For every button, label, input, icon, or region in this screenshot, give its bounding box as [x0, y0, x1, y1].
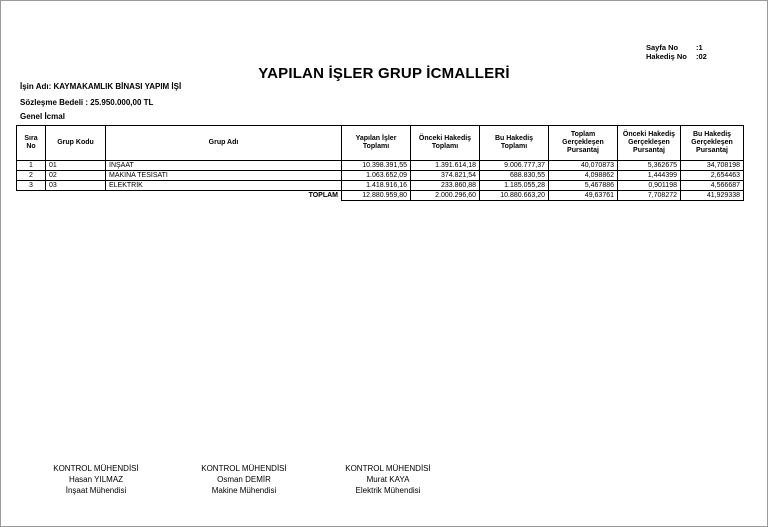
cell-onceki-pursantaj: 1,444399: [618, 171, 681, 181]
total-yapilan-isler: 12.880.959,80: [342, 191, 411, 201]
job-name: İşin Adı: KAYMAKAMLIK BİNASI YAPIM İŞİ: [20, 82, 182, 91]
col-header-bu-hakedis: Bu Hakediş Toplamı: [480, 126, 549, 161]
table-row: [17, 171, 744, 181]
col-header-yapilan-isler: Yapılan İşler Toplamı: [342, 126, 411, 161]
col-header-grup-adi: Grup Adı: [106, 126, 342, 161]
total-spacer: [46, 191, 106, 201]
col-header-onceki-pursantaj: Önceki Hakediş Gerçekleşen Pursantaj: [618, 126, 681, 161]
cell-bu-pursantaj: 4,566687: [681, 181, 744, 191]
signature-name: Murat KAYA: [366, 475, 410, 484]
col-header-toplam-pursantaj: Toplam Gerçekleşen Pursantaj: [549, 126, 618, 161]
table-row: [17, 181, 744, 191]
cell-onceki-hakedis: 1.391.614,18: [411, 161, 480, 171]
col-header-grup-kodu: Grup Kodu: [46, 126, 106, 161]
cell-bu-pursantaj: 2,654463: [681, 171, 744, 181]
cell-grup-kodu: 02: [46, 171, 106, 181]
cell-bu-hakedis: 1.185.055,28: [480, 181, 549, 191]
signature-role: KONTROL MÜHENDİSİ: [53, 464, 139, 473]
total-spacer: [17, 191, 46, 201]
signature-title: Makine Mühendisi: [211, 486, 277, 495]
cell-toplam-pursantaj: 4,098862: [549, 171, 618, 181]
hakedis-no-value: :02: [696, 52, 707, 61]
total-label: TOPLAM: [308, 192, 338, 200]
cell-sira-no: 1: [17, 161, 46, 171]
total-onceki-pursantaj: 7,708272: [618, 191, 681, 201]
col-header-onceki-hakedis: Önceki Hakediş Toplamı: [411, 126, 480, 161]
signature-name: Hasan YILMAZ: [68, 475, 124, 484]
signature-role: KONTROL MÜHENDİSİ: [201, 464, 287, 473]
cell-sira-no: 2: [17, 171, 46, 181]
cell-grup-kodu: 01: [46, 161, 106, 171]
cell-bu-hakedis: 688.830,55: [480, 171, 549, 181]
cell-grup-adi: ELEKTRİK: [106, 181, 342, 191]
signature-block-elektrik: [318, 463, 458, 496]
page-no-label: Sayfa No: [646, 43, 679, 52]
cell-grup-adi: MAKİNA TESİSATI: [106, 171, 342, 181]
total-bu-hakedis: 10.880.663,20: [480, 191, 549, 201]
cell-yapilan-isler: 1.418.916,16: [342, 181, 411, 191]
cell-onceki-pursantaj: 5,362675: [618, 161, 681, 171]
cell-sira-no: 3: [17, 181, 46, 191]
signature-role: KONTROL MÜHENDİSİ: [345, 464, 431, 473]
table-header-row: [17, 126, 744, 161]
signature-block-makine: [174, 463, 314, 496]
total-bu-pursantaj: 41,929338: [681, 191, 744, 201]
page-no-value: :1: [696, 43, 703, 52]
cell-onceki-hakedis: 374.821,54: [411, 171, 480, 181]
group-summary-table: [16, 125, 744, 201]
contract-amount: Sözleşme Bedeli : 25.950.000,00 TL: [20, 98, 154, 107]
report-title: YAPILAN İŞLER GRUP İCMALLERİ: [258, 65, 510, 82]
total-toplam-pursantaj: 49,63761: [549, 191, 618, 201]
total-row: [17, 191, 744, 201]
cell-bu-pursantaj: 34,708198: [681, 161, 744, 171]
total-onceki-hakedis: 2.000.296,60: [411, 191, 480, 201]
cell-toplam-pursantaj: 5,467886: [549, 181, 618, 191]
col-header-bu-pursantaj: Bu Hakediş Gerçekleşen Pursantaj: [681, 126, 744, 161]
col-header-sira-no: Sıra No: [17, 126, 46, 161]
signature-title: İnşaat Mühendisi: [65, 486, 127, 495]
table-row: [17, 161, 744, 171]
signature-block-insaat: [26, 463, 166, 496]
cell-grup-adi: İNŞAAT: [106, 161, 342, 171]
cell-yapilan-isler: 1.063.652,09: [342, 171, 411, 181]
signature-title: Elektrik Mühendisi: [355, 486, 421, 495]
report-meta: [646, 43, 707, 61]
cell-onceki-hakedis: 233.860,88: [411, 181, 480, 191]
cell-toplam-pursantaj: 40,070873: [549, 161, 618, 171]
hakedis-no-label: Hakediş No: [646, 52, 687, 61]
cell-grup-kodu: 03: [46, 181, 106, 191]
cell-bu-hakedis: 9.006.777,37: [480, 161, 549, 171]
section-title: Genel İcmal: [20, 112, 65, 121]
cell-yapilan-isler: 10.398.391,55: [342, 161, 411, 171]
cell-onceki-pursantaj: 0,901198: [618, 181, 681, 191]
signature-name: Osman DEMİR: [217, 475, 271, 484]
